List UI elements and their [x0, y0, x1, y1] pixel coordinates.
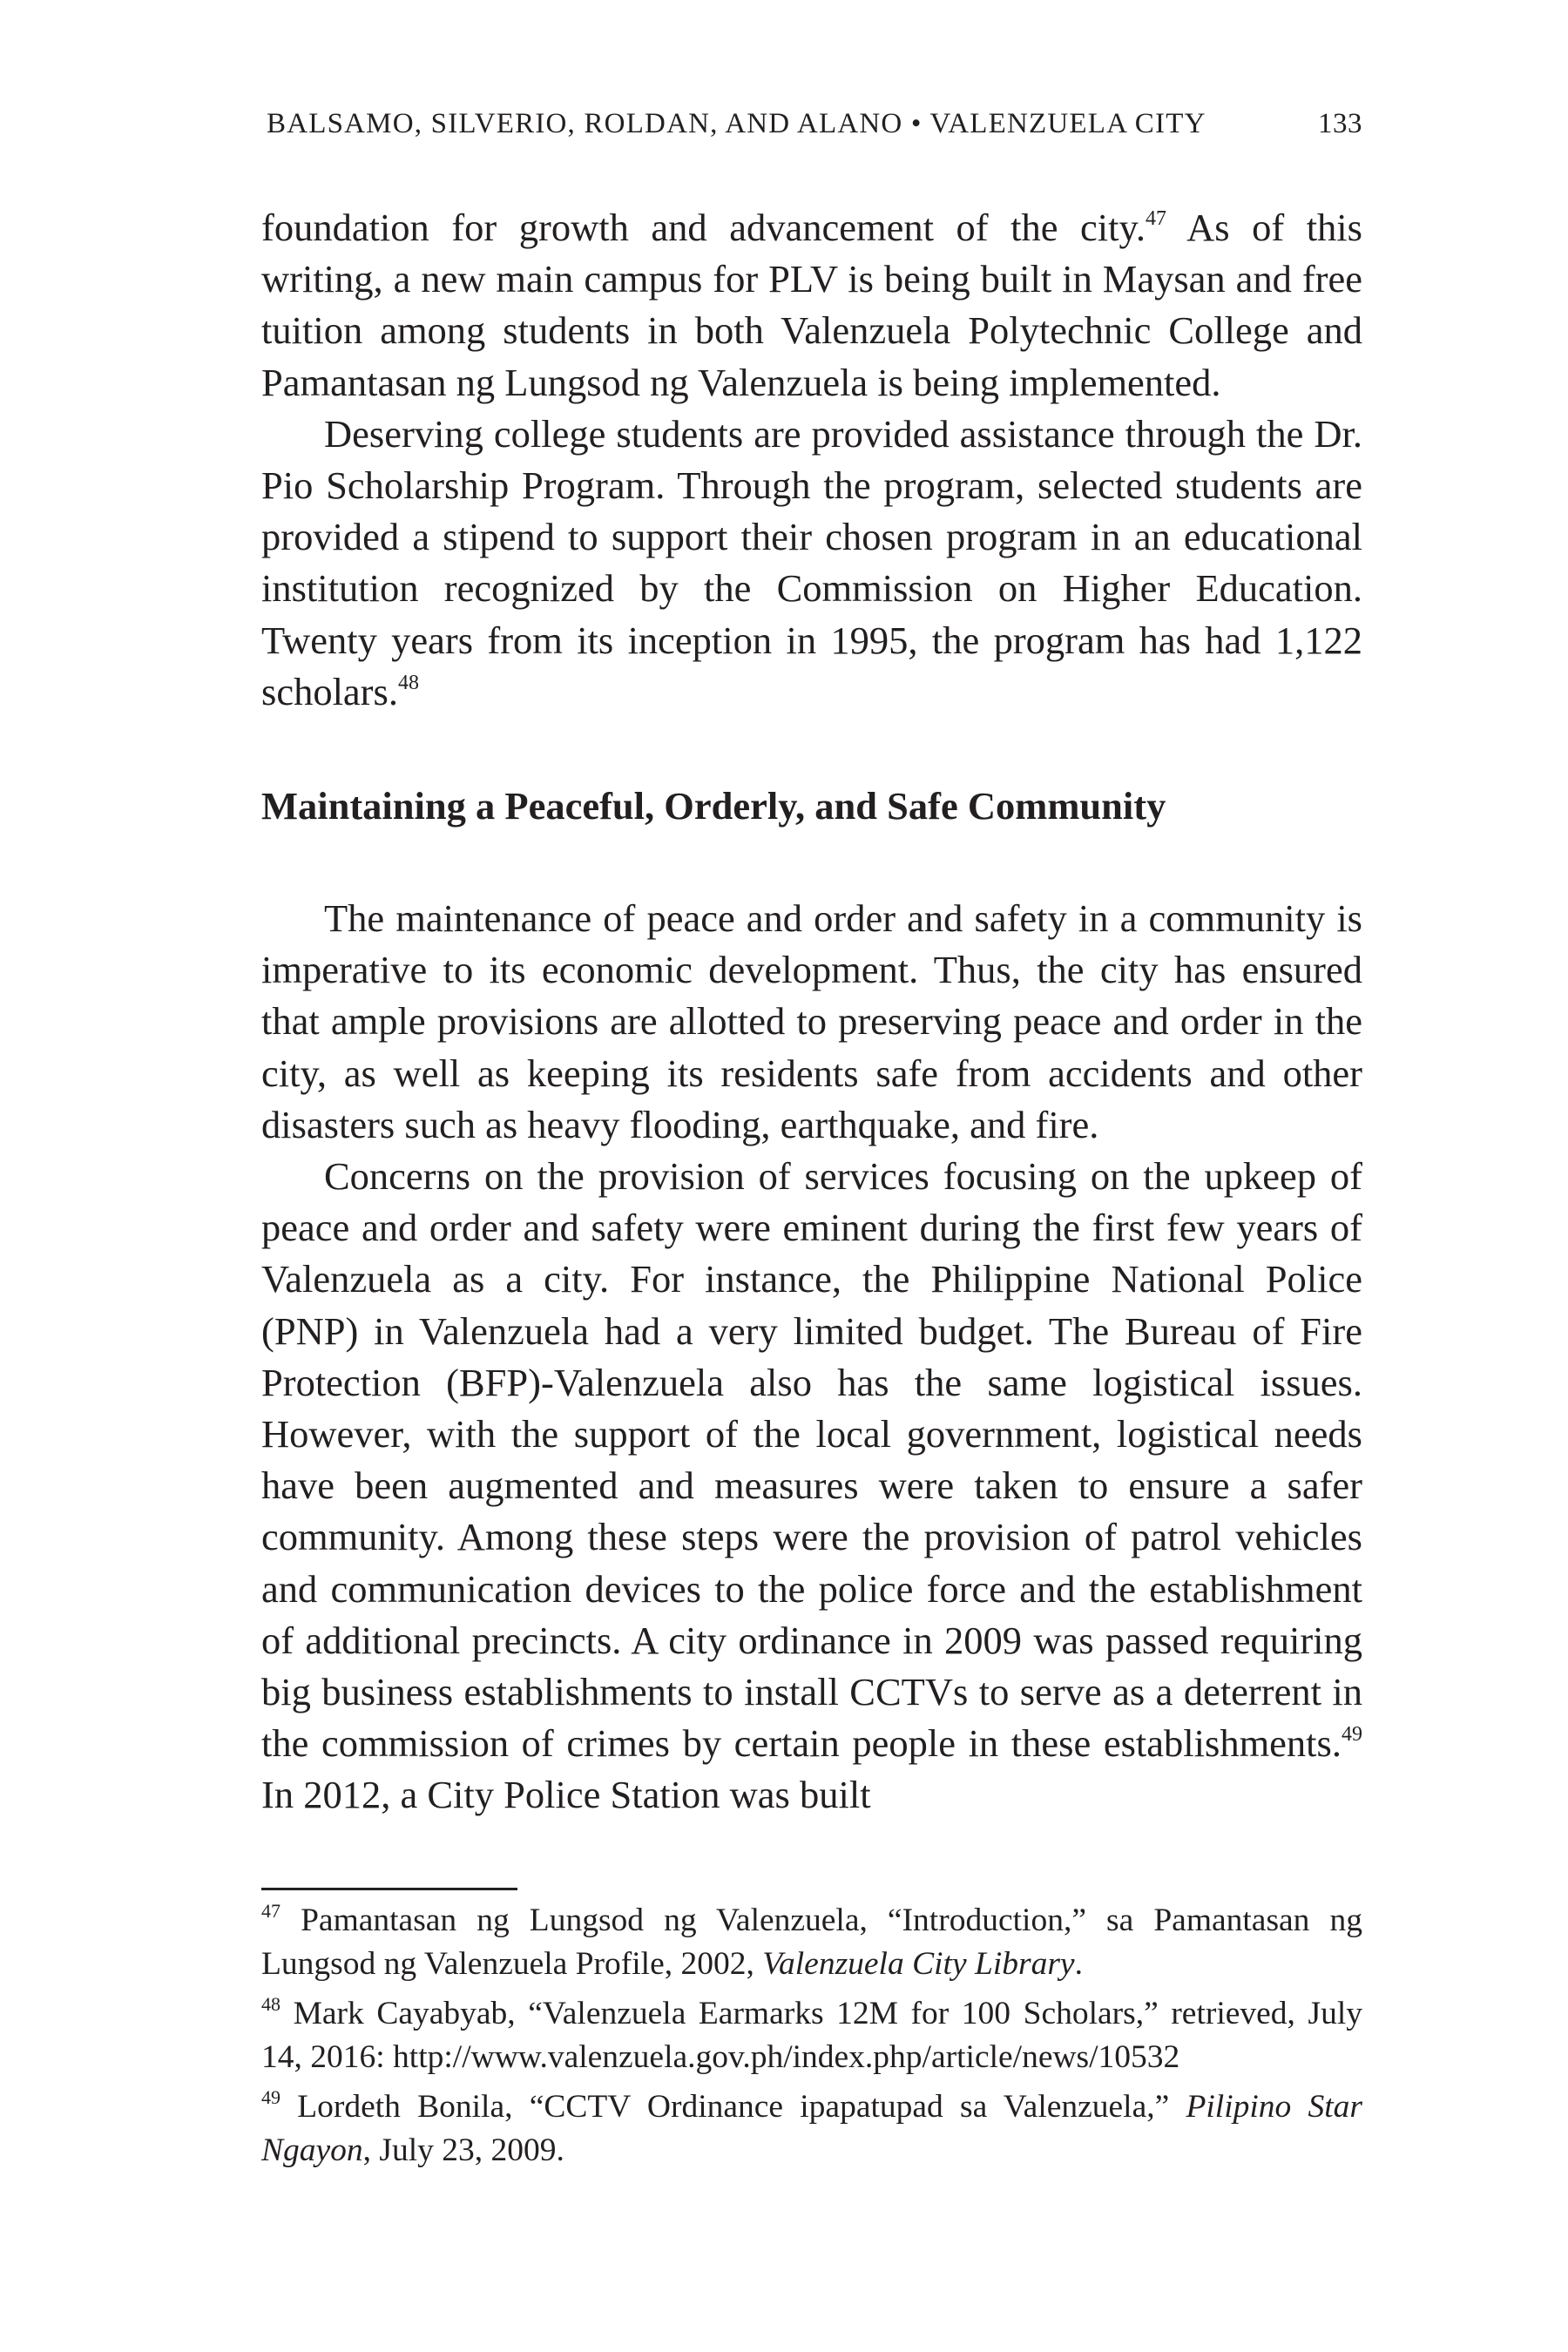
running-head — [261, 106, 1362, 141]
footnote-ref-47: 47 — [1145, 207, 1166, 230]
paragraph-4-text-a: Concerns on the provision of services focusing on the upkeep of peace and order and safety were eminent during the first few years of Valenzuela as a city. For instance, the Philippine National Police (PNP) in Valenzuela had a very limited budget. The Bureau of Fire Protection (BFP)-Valenzuela also has the same logistical issues. However, with the support of the local government, logistical needs have been augmented and measures were taken to ensure a safer community. Among these steps were the provision of patrol vehicles and communication devices to the police force and the establishment of additional precincts. A city ordinance in 2009 was passed requiring big business establishments to install CCTVs to serve as a deterrent in the commission of crimes by certain people in these establishments. — [261, 1154, 1362, 1766]
footnote-49 — [261, 2085, 1362, 2173]
paragraph-2-text: Deserving college students are provided assistance through the Dr. Pio Scholarship Program. Through the program, selected students are provided a stipend to support their chosen program in an educational institution recognized by the Commission on Higher Education. Twenty years from its inception in 1995, the program has had 1,122 scholars. — [261, 411, 1362, 713]
footnote-url: http://www.valenzuela.gov.ph/index.php/article/news/10532 — [393, 2039, 1180, 2075]
footnote-47 — [261, 1899, 1362, 1986]
body-text — [261, 202, 1362, 1821]
footnote-text-end: . — [1074, 1946, 1083, 1982]
paragraph-3: The maintenance of peace and order and safety in a community is imperative to its economic development. Thus, the city has ensured that ample provisions are allotted to preserving peace and order in the city, as well as keeping its residents safe from accidents and other disasters such as heavy flooding, earthquake, and fire. — [261, 896, 1362, 1146]
page-number: 133 — [1318, 108, 1362, 139]
footnote-text: Lordeth Bonila, “CCTV Ordinance ipapatupad sa Valenzuela,” — [297, 2089, 1186, 2125]
footnote-text: Mark Cayabyab, “Valenzuela Earmarks 12M for 100 Scholars,” retrieved, July 14, 2016: — [261, 1996, 1362, 2075]
footnote-48 — [261, 1992, 1362, 2079]
footnote-ref-49: 49 — [1342, 1723, 1362, 1747]
footnote-source-title: Valenzuela City Library — [762, 1946, 1075, 1982]
running-head-title: BALSAMO, SILVERIO, ROLDAN, AND ALANO • VALENZUELA CITY — [267, 108, 1206, 139]
footnote-number: 47 — [261, 1900, 280, 1922]
paragraph-2 — [261, 409, 1362, 718]
footnote-text: Pamantasan ng Lungsod ng Valenzuela, “Introduction,” sa Pamantasan ng Lungsod ng Valenzuela Profile, 2002, — [261, 1903, 1362, 1982]
footnote-divider — [261, 1888, 517, 1890]
footnote-ref-48: 48 — [397, 671, 419, 694]
paragraph-1-text-b: As of this writing, a new main campus for PLV is being built in Maysan and free tuition among students in both Valenzuela Polytechnic College and Pamantasan ng Lungsod ng Valenzuela is being implemented. — [261, 206, 1362, 404]
paragraph-4 — [261, 1151, 1362, 1821]
paragraph-1-text-a: foundation for growth and advancement of the city. — [261, 206, 1146, 249]
paragraph-1 — [261, 202, 1362, 409]
paragraph-4-text-b: In 2012, a City Police Station was built — [261, 1773, 871, 1817]
section-heading: Maintaining a Peaceful, Orderly, and Safe Community — [261, 784, 1166, 828]
book-page — [261, 0, 1362, 2352]
footnote-number: 48 — [261, 1993, 280, 2015]
footnote-text-end: , July 23, 2009. — [362, 2132, 564, 2168]
footnote-source-title: Pilipino Star Ngayon — [261, 2089, 1363, 2168]
footnotes — [261, 1899, 1362, 2179]
footnote-number: 49 — [261, 2086, 280, 2108]
